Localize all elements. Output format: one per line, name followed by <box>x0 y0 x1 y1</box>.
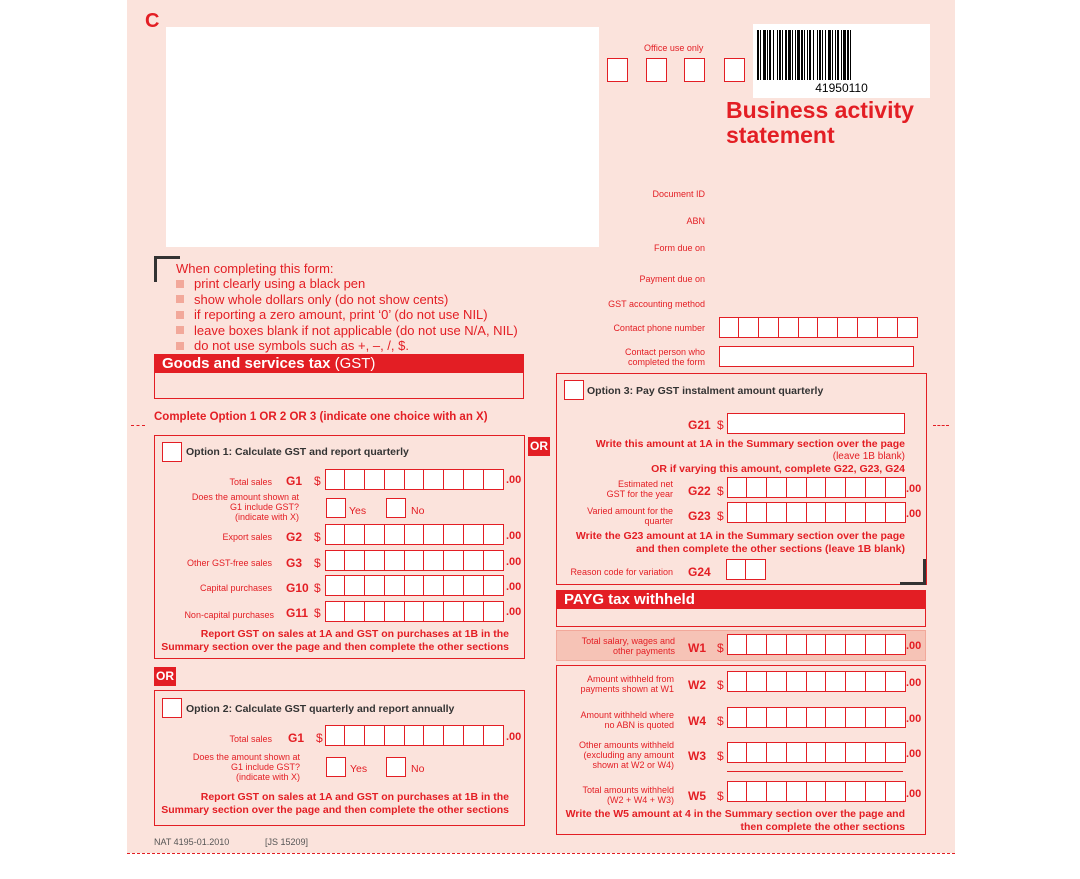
option3-title: Option 3: Pay GST instalment amount quarterly <box>587 385 824 397</box>
digit-box[interactable] <box>405 524 425 545</box>
digit-box[interactable] <box>807 477 827 498</box>
w3-label: Other amounts withheld (excluding any amount shown at W2 or W4) <box>578 740 674 770</box>
g2-label: Export sales <box>222 532 272 542</box>
g24-label: Reason code for variation <box>570 567 673 577</box>
digit-box[interactable] <box>365 469 385 490</box>
digit-box[interactable] <box>866 634 886 655</box>
instruction-item: if reporting a zero amount, print ‘0’ (do not use NIL) <box>176 307 518 323</box>
digit-box[interactable] <box>365 550 385 571</box>
g1-label: Total sales <box>229 734 272 744</box>
write-w5-instruction: Write the W5 amount at 4 in the Summary section over the page and then complete the other sections <box>565 808 905 833</box>
dollar-sign: $ <box>717 714 724 728</box>
digit-box[interactable] <box>747 742 767 763</box>
digit-box[interactable] <box>866 742 886 763</box>
g2-amount-input[interactable] <box>325 524 504 545</box>
gst-method-label: GST accounting method <box>608 299 705 309</box>
form-title-line2: statement <box>726 122 835 148</box>
digit-box[interactable] <box>345 550 365 571</box>
barcode <box>753 24 930 98</box>
dollar-sign: $ <box>717 484 724 498</box>
digit-box[interactable] <box>846 502 866 523</box>
digit-box[interactable] <box>444 725 464 746</box>
w1-amount-input[interactable] <box>727 634 906 655</box>
cents: .00 <box>906 508 922 520</box>
digit-box[interactable] <box>866 781 886 802</box>
digit-box[interactable] <box>747 634 767 655</box>
contact-person-label: Contact person who completed the form <box>624 347 705 367</box>
dollar-sign: $ <box>314 556 321 570</box>
dollar-sign: $ <box>717 418 724 432</box>
payg-banner: PAYG tax withheld <box>556 590 926 609</box>
digit-box[interactable] <box>787 742 807 763</box>
barcode-bar <box>825 30 826 80</box>
digit-box[interactable] <box>886 477 906 498</box>
w1-code: W1 <box>688 641 706 655</box>
option1-checkbox[interactable] <box>162 442 182 462</box>
digit-box[interactable] <box>826 781 846 802</box>
g24-code: G24 <box>688 565 711 579</box>
instruction-item: show whole dollars only (do not show cents) <box>176 292 518 308</box>
digit-box[interactable] <box>385 725 405 746</box>
digit-box[interactable] <box>807 742 827 763</box>
cents: .00 <box>906 483 922 495</box>
digit-box[interactable] <box>464 725 484 746</box>
digit-box[interactable] <box>405 550 425 571</box>
option-choice-instruction: Complete Option 1 OR 2 OR 3 (indicate one choice with an X) <box>154 411 488 423</box>
w4-code: W4 <box>688 714 706 728</box>
barcode-bar <box>792 30 793 80</box>
w5-amount-input[interactable] <box>727 781 906 802</box>
barcode-bar <box>782 30 783 80</box>
barcode-bar <box>777 30 778 80</box>
office-use-box-4[interactable] <box>724 58 745 82</box>
option2-title: Option 2: Calculate GST quarterly and report annually <box>186 703 455 715</box>
or-badge: OR <box>528 437 550 456</box>
fold-mark-right <box>933 425 949 426</box>
barcode-bar <box>804 30 805 80</box>
dollar-sign: $ <box>717 789 724 803</box>
digit-box[interactable] <box>826 707 846 728</box>
footer-js: [JS 15209] <box>265 837 309 847</box>
barcode-bar <box>797 30 800 80</box>
digit-box[interactable] <box>767 707 787 728</box>
digit-box[interactable] <box>345 725 365 746</box>
cents: .00 <box>906 677 922 689</box>
g24-reason-input[interactable] <box>726 559 766 580</box>
digit-box[interactable] <box>484 524 504 545</box>
digit-box[interactable] <box>464 601 484 622</box>
barcode-bar <box>809 30 811 80</box>
g11-label: Non-capital purchases <box>184 610 274 620</box>
digit-box[interactable] <box>807 707 827 728</box>
digit-box[interactable] <box>464 575 484 596</box>
g1-amount-input[interactable] <box>325 469 504 490</box>
perforation-line <box>127 853 955 854</box>
digit-box[interactable] <box>826 502 846 523</box>
write-g23-instruction: Write the G23 amount at 1A in the Summary section over the page and then complete the other sections (leave 1B blank) <box>575 530 905 555</box>
barcode-bar <box>763 30 766 80</box>
cents: .00 <box>906 748 922 760</box>
abn-label: ABN <box>686 216 705 226</box>
digit-box[interactable] <box>385 550 405 571</box>
barcode-bar <box>828 30 831 80</box>
digit-box[interactable] <box>405 601 425 622</box>
write-1a-instruction: Write this amount at 1A in the Summary section over the page <box>595 438 905 450</box>
digit-box[interactable] <box>325 550 345 571</box>
digit-box[interactable] <box>846 477 866 498</box>
g22-code: G22 <box>688 484 711 498</box>
form-title <box>726 98 914 148</box>
barcode-bar <box>822 30 823 80</box>
digit-box[interactable] <box>747 707 767 728</box>
dollar-sign: $ <box>314 474 321 488</box>
digit-box[interactable] <box>365 575 385 596</box>
digit-box[interactable] <box>787 671 807 692</box>
barcode-bar <box>785 30 787 80</box>
fold-mark-left <box>131 425 145 426</box>
digit-box[interactable] <box>826 634 846 655</box>
barcode-bar <box>847 30 849 80</box>
digit-box[interactable] <box>886 781 906 802</box>
digit-box[interactable] <box>464 469 484 490</box>
digit-box[interactable] <box>727 477 747 498</box>
w4-label: Amount withheld where no ABN is quoted <box>580 710 674 730</box>
g23-label: Varied amount for the quarter <box>587 506 673 526</box>
option1-title: Option 1: Calculate GST and report quarterly <box>186 446 409 458</box>
g10-amount-input[interactable] <box>325 575 504 596</box>
digit-box[interactable] <box>424 469 444 490</box>
office-use-box-1[interactable] <box>607 58 628 82</box>
digit-box[interactable] <box>886 671 906 692</box>
cents: .00 <box>506 606 522 618</box>
barcode-bar <box>757 30 759 80</box>
instruction-item: leave boxes blank if not applicable (do not use N/A, NIL) <box>176 323 518 339</box>
barcode-bar <box>807 30 808 80</box>
digit-box[interactable] <box>444 601 464 622</box>
digit-box[interactable] <box>846 742 866 763</box>
digit-box[interactable] <box>424 524 444 545</box>
digit-box[interactable] <box>767 502 787 523</box>
digit-box[interactable] <box>365 725 385 746</box>
w2-label: Amount withheld from payments shown at W1 <box>580 674 674 694</box>
digit-box[interactable] <box>846 634 866 655</box>
g3-code: G3 <box>286 556 303 570</box>
barcode-bar <box>779 30 781 80</box>
payment-due-label: Payment due on <box>639 274 705 284</box>
digit-box[interactable] <box>405 469 425 490</box>
cents: .00 <box>506 731 522 743</box>
digit-box[interactable] <box>325 575 345 596</box>
corner-mark: C <box>145 10 160 32</box>
barcode-bar <box>817 30 818 80</box>
cents: .00 <box>906 640 922 652</box>
digit-box[interactable] <box>826 477 846 498</box>
digit-box[interactable] <box>484 725 504 746</box>
barcode-bar <box>801 30 803 80</box>
instructions-heading: When completing this form: <box>176 261 334 276</box>
barcode-bar <box>832 30 833 80</box>
digit-box[interactable] <box>807 502 827 523</box>
option2-report-instruction: Report GST on sales at 1A and GST on purchases at 1B in the Summary section over the page and then complete the other sections <box>161 791 509 816</box>
g1-include-question: Does the amount shown at G1 include GST? (indicate with X) <box>192 752 300 782</box>
digit-box[interactable] <box>424 725 444 746</box>
or-badge: OR <box>154 667 176 686</box>
barcode-bar <box>773 30 774 80</box>
barcode-bar <box>841 30 842 80</box>
digit-box[interactable] <box>325 725 345 746</box>
digit-box[interactable] <box>424 550 444 571</box>
barcode-bar <box>850 30 851 80</box>
digit-box[interactable] <box>484 575 504 596</box>
digit-box[interactable] <box>846 707 866 728</box>
digit-box[interactable] <box>727 742 747 763</box>
g1-no-checkbox[interactable] <box>386 498 406 518</box>
digit-box[interactable] <box>747 781 767 802</box>
w4-amount-input[interactable] <box>727 707 906 728</box>
leave-1b-note: (leave 1B blank) <box>832 451 905 462</box>
gst-banner: Goods and services tax (GST) <box>154 354 524 373</box>
w5-code: W5 <box>688 789 706 803</box>
instructions-list <box>176 276 518 354</box>
digit-box[interactable] <box>787 634 807 655</box>
digit-box[interactable] <box>484 469 504 490</box>
option2-yes-checkbox[interactable] <box>326 757 346 777</box>
barcode-bar <box>769 30 771 80</box>
digit-box[interactable] <box>385 601 405 622</box>
digit-box[interactable] <box>385 524 405 545</box>
digit-box[interactable] <box>767 477 787 498</box>
digit-box[interactable] <box>385 469 405 490</box>
digit-box[interactable] <box>747 502 767 523</box>
dollar-sign: $ <box>314 581 321 595</box>
contact-phone-input[interactable] <box>719 317 918 338</box>
digit-box[interactable] <box>767 742 787 763</box>
digit-box[interactable] <box>807 781 827 802</box>
barcode-bar <box>767 30 768 80</box>
g10-code: G10 <box>286 581 309 595</box>
cents: .00 <box>506 530 522 542</box>
g11-amount-input[interactable] <box>325 601 504 622</box>
digit-box[interactable] <box>747 477 767 498</box>
yes-label: Yes <box>350 763 368 775</box>
g1-code: G1 <box>286 474 303 488</box>
office-use-box-2[interactable] <box>646 58 667 82</box>
digit-box[interactable] <box>444 575 464 596</box>
yes-label: Yes <box>349 505 367 517</box>
barcode-bar <box>837 30 839 80</box>
document-id-label: Document ID <box>652 189 705 199</box>
no-label: No <box>411 763 425 775</box>
office-use-box-3[interactable] <box>684 58 705 82</box>
w2-code: W2 <box>688 678 706 692</box>
barcode-bar <box>788 30 791 80</box>
digit-box[interactable] <box>767 781 787 802</box>
g11-code: G11 <box>286 606 309 620</box>
w2-amount-input[interactable] <box>727 671 906 692</box>
cents: .00 <box>506 556 522 568</box>
w3-amount-input[interactable] <box>727 742 906 763</box>
barcode-bar <box>843 30 846 80</box>
digit-box[interactable] <box>787 707 807 728</box>
digit-box[interactable] <box>464 550 484 571</box>
digit-box[interactable] <box>826 742 846 763</box>
dollar-sign: $ <box>717 641 724 655</box>
digit-box[interactable] <box>405 725 425 746</box>
footer-nat: NAT 4195-01.2010 <box>154 837 230 847</box>
digit-box[interactable] <box>866 671 886 692</box>
form-due-label: Form due on <box>653 243 705 253</box>
gst-banner-strip <box>154 373 524 399</box>
digit-box[interactable] <box>886 502 906 523</box>
g21-amount-input[interactable] <box>727 413 905 434</box>
g1-code: G1 <box>288 731 305 745</box>
digit-box[interactable] <box>424 601 444 622</box>
total-line <box>727 771 903 772</box>
digit-box[interactable] <box>846 671 866 692</box>
barcode-bar <box>835 30 836 80</box>
digit-box[interactable] <box>444 469 464 490</box>
digit-box[interactable] <box>325 469 345 490</box>
contact-person-input[interactable] <box>719 346 914 367</box>
office-use-label: Office use only <box>644 43 704 53</box>
digit-box[interactable] <box>866 707 886 728</box>
digit-box[interactable] <box>484 601 504 622</box>
g23-amount-input[interactable] <box>727 502 906 523</box>
option3-checkbox[interactable] <box>564 380 584 400</box>
digit-box[interactable] <box>727 707 747 728</box>
address-window <box>166 27 599 247</box>
g21-code: G21 <box>688 418 711 432</box>
digit-box[interactable] <box>405 575 425 596</box>
payg-banner-strip <box>556 609 926 627</box>
digit-box[interactable] <box>444 524 464 545</box>
g23-code: G23 <box>688 509 711 523</box>
barcode-bar <box>760 30 761 80</box>
digit-box[interactable] <box>385 575 405 596</box>
varying-instruction: OR if varying this amount, complete G22, G23, G24 <box>651 463 905 475</box>
digit-box[interactable] <box>787 477 807 498</box>
digit-box[interactable] <box>787 781 807 802</box>
no-label: No <box>411 505 425 517</box>
digit-box[interactable] <box>747 671 767 692</box>
dollar-sign: $ <box>316 731 323 745</box>
cents: .00 <box>906 713 922 725</box>
cents: .00 <box>506 581 522 593</box>
cents: .00 <box>506 474 522 486</box>
digit-box[interactable] <box>365 601 385 622</box>
barcode-bar <box>819 30 821 80</box>
dollar-sign: $ <box>314 606 321 620</box>
g2-code: G2 <box>286 530 303 544</box>
digit-box[interactable] <box>767 634 787 655</box>
dollar-sign: $ <box>717 509 724 523</box>
dollar-sign: $ <box>717 749 724 763</box>
digit-box[interactable] <box>787 502 807 523</box>
digit-box[interactable] <box>846 781 866 802</box>
digit-box[interactable] <box>886 634 906 655</box>
g22-label: Estimated net GST for the year <box>606 479 673 499</box>
digit-box[interactable] <box>345 575 365 596</box>
barcode-bar <box>813 30 814 80</box>
g1-label: Total sales <box>229 477 272 487</box>
digit-box[interactable] <box>484 550 504 571</box>
digit-box[interactable] <box>767 671 787 692</box>
barcode-bar <box>795 30 796 80</box>
g22-amount-input[interactable] <box>727 477 906 498</box>
g3-label: Other GST-free sales <box>186 558 272 568</box>
digit-box[interactable] <box>424 575 444 596</box>
option2-g1-amount-input[interactable] <box>325 725 504 746</box>
digit-box[interactable] <box>866 477 886 498</box>
g10-label: Capital purchases <box>199 583 272 593</box>
digit-box[interactable] <box>807 671 827 692</box>
contact-phone-label: Contact phone number <box>613 323 705 333</box>
digit-box[interactable] <box>727 671 747 692</box>
digit-box[interactable] <box>727 502 747 523</box>
digit-box[interactable] <box>325 601 345 622</box>
cents: .00 <box>906 788 922 800</box>
digit-box[interactable] <box>807 634 827 655</box>
barcode-number: 41950110 <box>815 81 868 95</box>
g1-include-question: Does the amount shown at G1 include GST? (indicate with X) <box>191 492 299 522</box>
registration-mark <box>900 559 926 585</box>
bas-form-page <box>127 0 955 853</box>
g3-amount-input[interactable] <box>325 550 504 571</box>
digit-box[interactable] <box>886 742 906 763</box>
option1-report-instruction: Report GST on sales at 1A and GST on purchases at 1B in the Summary section over the page and then complete the other sections <box>161 628 509 653</box>
digit-box[interactable] <box>464 524 484 545</box>
w5-label: Total amounts withheld (W2 + W4 + W3) <box>582 785 674 805</box>
digit-box[interactable] <box>727 781 747 802</box>
form-title-line1: Business activity <box>726 97 914 123</box>
digit-box[interactable] <box>866 502 886 523</box>
digit-box[interactable] <box>325 524 345 545</box>
g1-yes-checkbox[interactable] <box>326 498 346 518</box>
option2-checkbox[interactable] <box>162 698 182 718</box>
digit-box[interactable] <box>444 550 464 571</box>
digit-box[interactable] <box>345 469 365 490</box>
digit-box[interactable] <box>365 524 385 545</box>
digit-box[interactable] <box>345 601 365 622</box>
w3-code: W3 <box>688 749 706 763</box>
option2-no-checkbox[interactable] <box>386 757 406 777</box>
dollar-sign: $ <box>717 678 724 692</box>
dollar-sign: $ <box>314 530 321 544</box>
instruction-item: do not use symbols such as +, –, /, $. <box>176 338 518 354</box>
digit-box[interactable] <box>727 634 747 655</box>
instruction-item: print clearly using a black pen <box>176 276 518 292</box>
digit-box[interactable] <box>345 524 365 545</box>
digit-box[interactable] <box>826 671 846 692</box>
w1-label: Total salary, wages and other payments <box>581 636 675 656</box>
digit-box[interactable] <box>886 707 906 728</box>
